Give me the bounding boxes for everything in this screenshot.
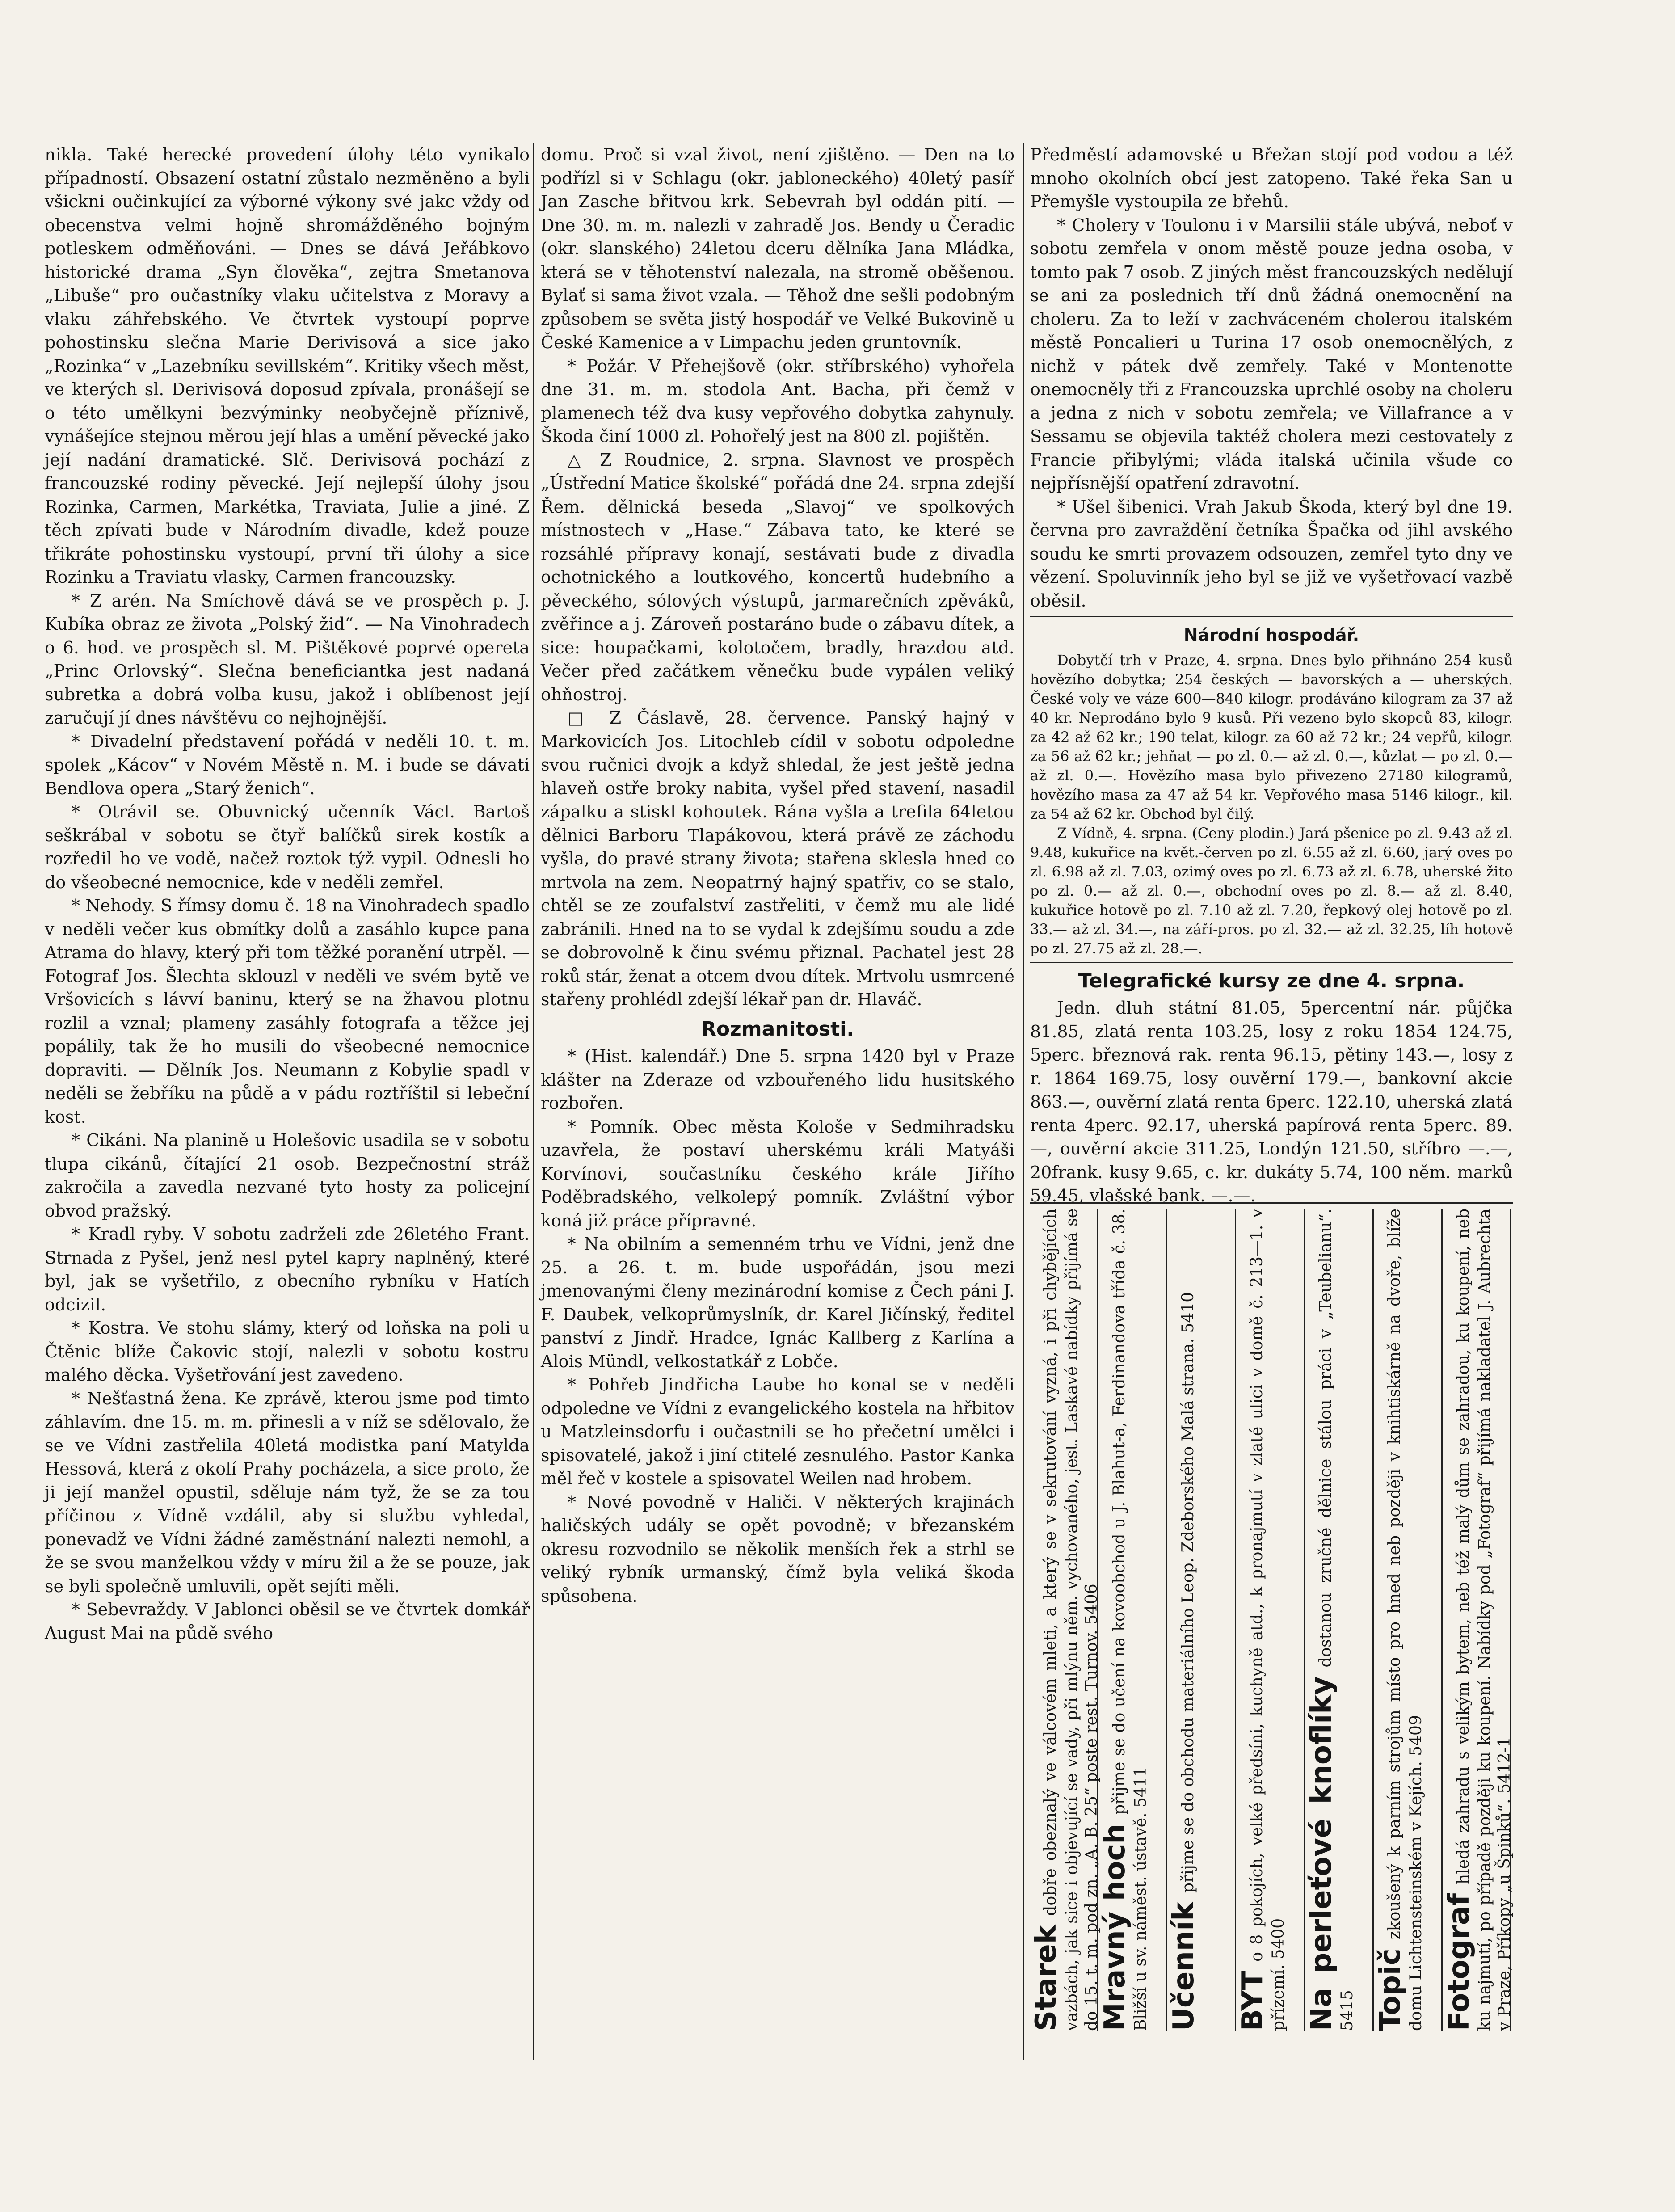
ad-title: Topič (1374, 1948, 1407, 2031)
ad-title: Starek (1030, 1925, 1063, 2031)
ad-text: dobře obeznalý ve válcovém mleti, a který se v sekrutování vyzná, i při chybějících vazbách, jak sice i objevující se vady, při mlýnu něm. vychovaného, jest. Laskavé nabídky přijímá se do 15. t. m. pod zn. „A. B. 25“ poste rest. Turnov. 5406 (1041, 1209, 1101, 2031)
ad-text: hledá zahradu s velikým bytem, neb též malý dům se zahradou, ku koupení, neb ku najmutí, po případě později ku koupení. Nabídky pod „Fotograf“ přijímá nakladatel J. Aubrechta v Praze, Příkopy „u Špinků“. 5412-1 (1454, 1209, 1514, 2031)
news-item: △ Z Roudnice, 2. srpna. Slavnost ve prospěch „Ústřední Matice školské“ pořádá dne 24. srpna zdejší Řem. dělnická beseda „Slavoj“ ve spolkových místnostech v „Hase.“ Zábava tato, ke které se rozsáhlé přípravy konají, sestávati bude z divadla ochotnického a loutkového, koncertů hudebního a pěveckého, sólových výstupů, jarmarečních zpěváků, zvěřince a j. Zároveň postaráno bude o zábavu dítek, a sice: houpačkami, kolotočem, bradly, hrazdou atd. Večer před začátkem věnečku bude vypálen veliký ohňostroj. (541, 450, 1014, 704)
news-item: * Kostra. Ve stohu slámy, který od loňska na poli u Čtěnic blíže Čakovic stojí, nalezli v sobotu kostru malého děcka. Vyšetřování jest zavedeno. (45, 1318, 530, 1385)
column-3 (1030, 143, 1513, 1205)
column-1 (45, 143, 530, 2051)
ad-title: Učenník (1167, 1902, 1200, 2031)
classified-ad (1305, 1209, 1374, 2031)
ad-text: zkoušený k parním strojům místo pro hned neb později v knihtiskárně na dvoře, blíže domu Lichtensteinském v Kejích. 5409 (1385, 1209, 1425, 2031)
column-rule (533, 143, 534, 2060)
news-item: * Ušel šibenici. Vrah Jakub Škoda, který byl dne 19. června pro zavraždění četníka Špačka od jihl avského soudu ke smrti provazem odsouzen, zemřel tyto dny ve vězení. Spoluvinník jeho byl se již ve vyšetřovací vazbě oběsil. (1030, 497, 1513, 611)
column-rule (1023, 143, 1024, 2060)
market-report: Z Vídně, 4. srpna. (Ceny plodin.) Jará pšenice po zl. 9.43 až zl. 9.48, kukuřice na květ.-červen po zl. 6.55 až zl. 6.60, jarý oves po zl. 6.98 až zl. 7.03, ozimý oves po zl. 6.73 až zl. 6.78, uherské žito po zl. 0.— až zl. 0.—, obchodní oves po zl. 8.— až zl. 8.40, kukuřice hotově po zl. 7.10 až zl. 7.20, řepkový olej hotově po zl. 33.— až zl. 34.—, na září-pros. po zl. 32.— až zl. 32.25, líh hotově po zl. 27.75 až zl. 28.—. (1030, 824, 1513, 957)
news-item: * Nešťastná žena. Ke zprávě, kterou jsme pod timto záhlavím. dne 15. m. m. přinesli a v níž se sdělovalo, že se ve Vídni zastřelila 40letá modistka paní Matylda Hessová, která z okolí Prahy pocházela, a sice proto, že ji její manžel opustil, sděluje nám tyž, že se za tou příčinou z Vídně vzdálil, aby si službu vyhledal, ponevadž ve Vídni žádné zaměstnání nalezti nemohl, a že se svou manželkou vždy v míru žil a že se pouze, jak se byli společně umluvili, opět sejíti měli. (45, 1388, 530, 1596)
classified-ad (1443, 1209, 1514, 2031)
ad-title: BYT (1236, 1970, 1269, 2031)
news-item: * (Hist. kalendář.) Dne 5. srpna 1420 byl v Praze klášter na Zderaze od vzbouřeného lidu husitského rozbořen. (541, 1046, 1014, 1113)
ad-text: o 8 pokojích, velké předsíni, kuchyně atd., k pronajmutí v zlaté ulici v domě č. 213—1. v přízemí. 5400 (1248, 1209, 1288, 2031)
news-item: * Pohřeb Jindřicha Laube ho konal se v neděli odpoledne ve Vídni z evangelického kostela na hřbitov u Matzleinsdorfu i oučastnili se ho přečetní umělci i spisovatelé, jakož i jiní ctitelé zesnulého. Pastor Kanka měl řeč v kostele a spisovatel Weilen nad hrobem. (541, 1375, 1014, 1488)
news-item: * Otrávil se. Obuvnický učenník Václ. Bartoš seškrábal v sobotu se čtyř balíčků sirek kostík a rozředil ho ve vodě, načež roztok týž vypil. Odnesli ho do všeobecné nemocnice, kde v neděli zemřel. (45, 802, 530, 892)
news-item: * Kradl ryby. V sobotu zadrželi zde 26letého Frant. Strnada z Pyšel, jenž nesl pytel kapry naplněný, které byl, jak se vyšetřilo, z obecního rybníku v Hatích odcizil. (45, 1224, 530, 1315)
classified-ad (1374, 1209, 1443, 2031)
classified-ad (1168, 1209, 1236, 2031)
classified-ad (1099, 1209, 1167, 2031)
market-report: Dobytčí trh v Praze, 4. srpna. Dnes bylo přihnáno 254 kusů hovězího dobytka; 254 českých — bavorských a — uherských. České voly ve váze 600—840 kilogr. prodáváno kilogram za 37 až 40 kr. Neprodáno bylo 9 kusů. Při vezeno bylo skopců 83, kilogr. za 42 až 62 kr.; 190 telat, kilogr. za 60 až 72 kr.; 24 vepřů, kilogr. za 56 až 62 kr.; jehňat — po zl. 0.— až zl. 0.—, kůzlat — po zl. 0.— až zl. 0.—. Hovězího masa bylo přivezeno 27180 kilogramů, hovězího masa za 47 až 54 kr. Vepřového masa 5146 kilogr., kil. za 54 až 62 kr. Obchod byl čilý. (1030, 651, 1513, 822)
exchange-rates: Jedn. dluh státní 81.05, 5percentní nár. půjčka 81.85, zlatá renta 103.25, losy z roku 1854 124.75, 5perc. březnová rak. renta 96.15, pětiny 143.—, losy z r. 1864 169.75, losy ouvěrní 179.—, bankovní akcie 863.—, ouvěrní zlatá renta 6perc. 122.10, uherská zlatá renta 4perc. 92.17, uherská papírová renta 5perc. 89.—, ouvěrní akcie 311.25, Londýn 121.50, stříbro —.—, 20frank. kusy 9.65, c. kr. dukáty 5.74, 100 něm. marků 59.45, vlašské bank. —.—. (1030, 998, 1513, 1205)
section-heading: Rozmanitosti. (701, 1017, 854, 1041)
news-item: * Pomník. Obec města Kološe v Sedmihradsku uzavřela, že postaví uherskému králi Matyáši Korvínovi, součastníku českého krále Jiřího Poděbradského, velkolepý pomník. Zvláštní výbor koná již práce přípravné. (541, 1117, 1014, 1230)
ad-title: Na perleťové knoflíky (1305, 1676, 1338, 2031)
ad-text: dostanou zručné dělnice stálou práci v „Teubelianu“. 5415 (1317, 1209, 1356, 2031)
divider (1030, 616, 1513, 617)
news-item: Předměstí adamovské u Břežan stojí pod vodou a též mnoho okolních obcí jest zatopeno. Také řeka San u Přemyšle vystoupila ze břehů. (1030, 145, 1513, 211)
ad-title: Mravný hoch (1098, 1824, 1132, 2031)
news-item: * Sebevraždy. V Jablonci oběsil se ve čtvrtek domkář August Mai na půdě svého (45, 1600, 530, 1643)
ad-text: přijme se do učení na kovoobchod u J. Blahut-a, Ferdinandova třída č. 38. Bližší u sv. náměst. ústavě. 5411 (1110, 1209, 1150, 2031)
news-item: * Divadelní představení pořádá v neděli 10. t. m. spolek „Kácov“ v Novém Městě n. M. i bude se dávati Bendlova opera „Starý ženich“. (45, 731, 530, 798)
news-item: domu. Proč si vzal život, není zjištěno. — Den na to podřízl si v Schlagu (okr. jabloneckého) 40letý pasíř Jan Zasche břitvou krk. Sebevrah byl oddán pití. — Dne 30. m. m. nalezli v zahradě Jos. Bendy u Čeradic (okr. slanského) 24letou dceru dělníka Jana Mládka, která se v těhotenství nalezala, na stromě oběšenou. Bylať si sama život vzala. — Těhož dne sešli podobným způsobem se světa jistý hospodář ve Velké Bukovině u České Kamenice a v Limpachu jeden gruntovník. (541, 145, 1014, 352)
classified-ad (1237, 1209, 1305, 2031)
news-item: * Cholery v Toulonu i v Marsilii stále ubývá, neboť v sobotu zemřela v onom městě pouze jedna osoba, v tomto pak 7 osob. Z jiných měst francouzských nedělují se ani za poslednich tří dnů žádná onemocnění na choleru. Za to leží v zachváceném cholerou italském městě Poncalieri u Turina 17 osob onemocnělých, z nichž v pátek dvě zemřely. Také v Montenotte onemocněly tři z Francouzska uprchlé osoby na choleru a jedna z nich v sobotu zemřela; ve Villafrance a v Sessamu se objevila taktéž cholera mezi cestovately z Francie přibylými; vláda italská učinila všude co nejpřísnější opatření zdravotní. (1030, 215, 1513, 493)
news-item: * Nové povodně v Haliči. V některých krajinách haličských udály se opět povodně; v březanském okresu rozvodnilo se několik menších řek a strhl se veliký rybník urmanský, čímž byla veliká škoda spůsobena. (541, 1492, 1014, 1606)
advertisements (1030, 1202, 1513, 2035)
section-heading: Telegrafické kursy ze dne 4. srpna. (1078, 969, 1465, 992)
ad-title: Fotograf (1443, 1893, 1476, 2031)
section-heading: Národní hospodář. (1183, 625, 1359, 645)
ad-text: přijme se do obchodu materiálního Leop. Zdeborského Malá strana. 5410 (1179, 1292, 1197, 1893)
column-2 (541, 143, 1014, 2051)
classified-ad (1030, 1209, 1101, 2031)
news-item: nikla. Také herecké provedení úlohy této vynikalo případností. Obsazení ostatní zůstalo nezměněno a byli všickni oučinkující za výborné výkony své jakc vždy od obecenstva velmi hojně shromážděného bojným potleskem odměňováni. — Dnes se dává Jeřábkovo historické drama „Syn člověka“, zejtra Smetanova „Libuše“ pro oučastníky vlaku učitelstva z Moravy a vlaku záhřebského. Ve čtvrtek vystoupí poprve pohostinsku slečna Marie Derivisová a sice jako „Rozinka“ v „Lazebníku sevillském“. Kritiky všech měst, ve kterých sl. Derivisová doposud zpívala, pronášejí se o této umělkyni bezvýminky neobyčejně příznivě, vynášejíce stejnou měrou její hlas a umění pěvecké jako její nadání dramatické. Slč. Derivisová pochází z francouzské rodiny pěvecké. Její nejlepší úlohy jsou Rozinka, Carmen, Markétka, Traviata, Julie a jiné. Z těch zpívati bude v Národním divadle, kdež pouze třikráte pohostinsku vystoupí, první tři úlohy a sice Rozinku a Traviatu vlasky, Carmen francouzsky. (45, 145, 530, 587)
news-item: * Nehody. S římsy domu č. 18 na Vinohradech spadlo v neděli večer kus obmítky dolů a zasáhlo kupce pana Atrama do hlavy, který při tom těžké poranění utrpěl. — Fotograf Jos. Šlechta sklouzl v neděli ve svém bytě ve Vršovicích s lávví baninu, který se na žhavou plotnu rozlil a vznal; plameny zasáhly fotografa a těžce jej popálily, tak že ho musili do všeobecné nemocnice dopraviti. — Dělník Jos. Neumann z Kobylie spadl v neděli se žebříku na půdě a v pádu roztříštil si lebeční kost. (45, 896, 530, 1127)
news-item: □ Z Čáslavě, 28. července. Panský hajný v Markovicích Jos. Litochleb cídil v sobotu odpoledne svou ručnici dvojk a když shledal, že jest ještě jedna hlaveň ostře broky nabita, vyšel před stavení, nasadil zápalku a stiskl kohoutek. Rána vyšla a trefila 64letou dělnici Barboru Tlapákovou, která právě ze záchodu vyšla, do pravé strany života; stařena sklesla hned co mrtvola na zem. Neopatrný hajný spatřiv, co se stalo, chtěl se ze zoufalství zastřeliti, v čemž mu ale lidé zabránili. Hned na to se vydal k zdejšímu soudu a zde se dobrovolně k činu svému přiznal. Pachatel jest 28 roků stár, ženat a otcem dvou dítek. Mrtvolu usmrcené stařeny prohlédl zdejší lékař pan dr. Hlaváč. (541, 708, 1014, 1009)
news-item: * Požár. V Přehejšově (okr. stříbrského) vyhořela dne 31. m. m. stodola Ant. Bacha, při čemž v plamenech též dva kusy vepřového dobytka zahynuly. Škoda činí 1000 zl. Pohořelý jest na 800 zl. pojištěn. (541, 356, 1014, 446)
divider (1030, 962, 1513, 963)
news-item: * Cikáni. Na planině u Holešovic usadila se v sobotu tlupa cikánů, čítající 21 osob. Bezpečnostní stráž zakročila a zavedla nezvané tyto hosty za policejní obvod pražský. (45, 1130, 530, 1221)
news-item: * Na obilním a semenném trhu ve Vídni, jenž dne 25. a 26. t. m. bude uspořádán, jsou mezi jmenovanými členy mezinárodní komise z Čech páni J. F. Daubek, velkoprůmyslník, dr. Karel Jičínský, ředitel panství z Jindř. Hradce, Ignác Kallberg z Karlína a Alois Mündl, velkostatkář z Lobče. (541, 1234, 1014, 1371)
news-item: * Z arén. Na Smíchově dává se ve prospěch p. J. Kubíka obraz ze života „Polský žid“. — Na Vinohradech o 6. hod. ve prospěch sl. M. Pištěkové poprvé opereta „Princ Orlovský“. Slečna beneficiantka jest nadaná subretka a dobrá volba kusu, jakož i oblíbenost její zaručují jí dnes návštěvu co nejhojnější. (45, 590, 530, 728)
